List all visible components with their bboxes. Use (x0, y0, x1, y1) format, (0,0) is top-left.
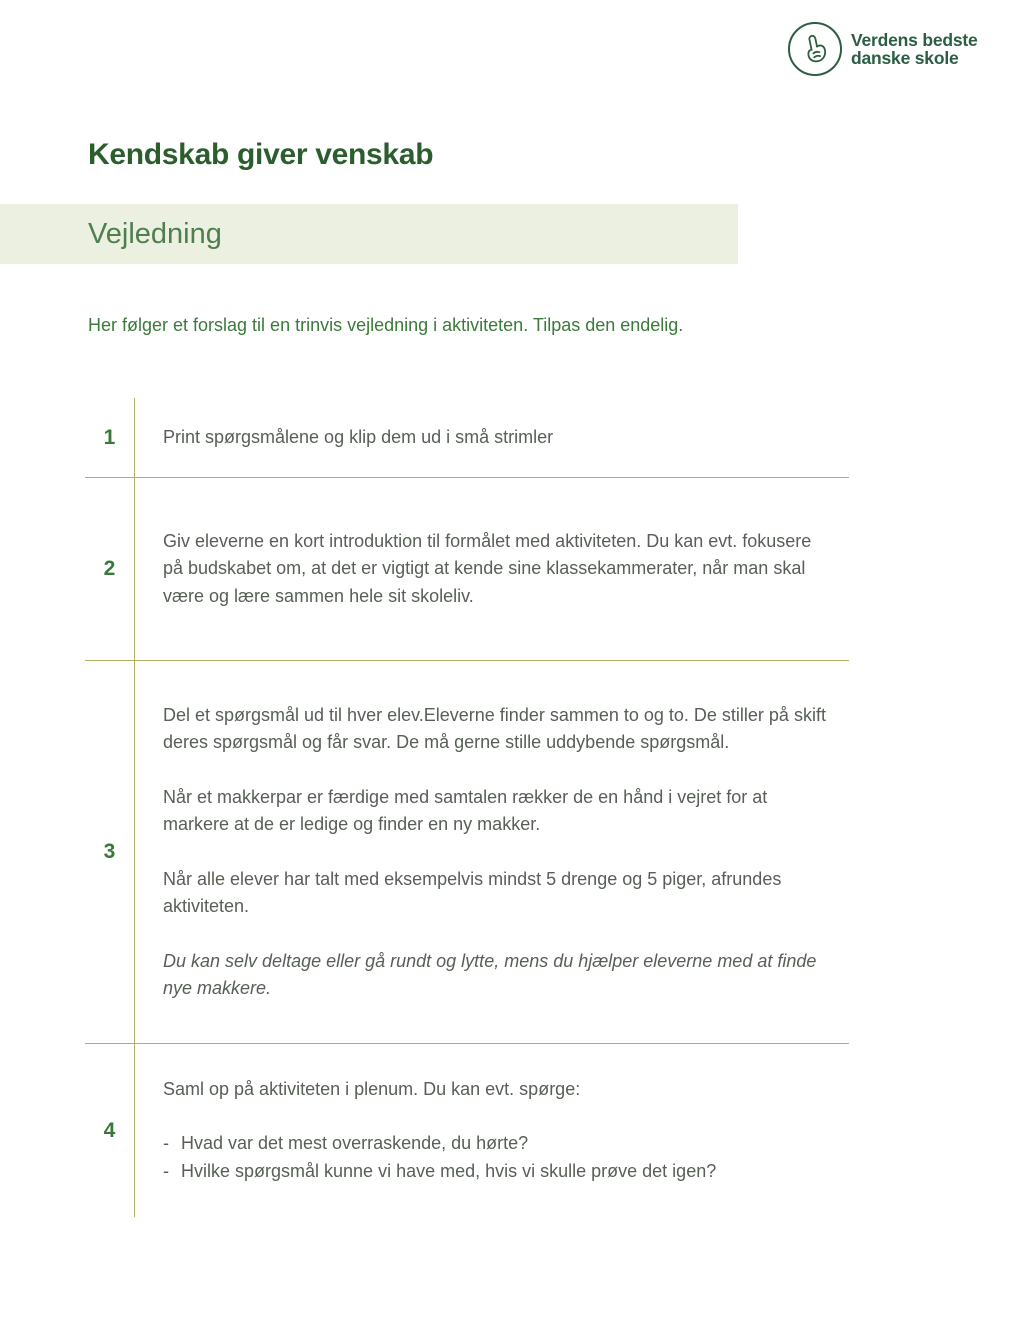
pointing-hand-icon (788, 22, 842, 76)
step-number-4: 4 (103, 1118, 116, 1142)
step-row-3 (85, 661, 849, 1044)
logo-text-line2: danske skole (851, 48, 959, 68)
steps-table (85, 398, 849, 1217)
logo (788, 22, 978, 76)
step-content-2 (134, 478, 849, 660)
bullet-dash: - (163, 1133, 169, 1154)
logo-text-line1: Verdens bedste (851, 30, 978, 50)
logo-text (851, 31, 978, 67)
bullet-text: Hvilke spørgsmål kunne vi have med, hvis vi skulle prøve det igen? (181, 1160, 717, 1181)
section-heading: Vejledning (88, 217, 222, 250)
step-row-1 (85, 398, 849, 478)
step-3-italic-note: Du kan selv deltage eller gå rundt og lytte, mens du hjælper eleverne med at finde nye makkere. (163, 950, 817, 998)
step-content-4 (134, 1044, 849, 1217)
step-number-3: 3 (103, 840, 116, 863)
step-row-4 (85, 1044, 849, 1217)
step-number-1: 1 (103, 425, 116, 449)
step-2-paragraph: Giv eleverne en kort introduktion til formålet med aktiviteten. Du kan evt. fokusere på budskabet om, at det er vigtigt at kende sine klassekammerater, når man skal være og lære sammen hele sit skoleliv. (163, 530, 812, 606)
bullet-dash: - (163, 1160, 169, 1181)
step-number-2: 2 (103, 557, 116, 580)
step-3-paragraph-1: Del et spørgsmål ud til hver elev.Eleverne finder sammen to og to. De stiller på skift deres spørgsmål og får svar. De må gerne stille uddybende spørgsmål. (163, 704, 826, 752)
step-content-1 (134, 398, 849, 477)
bullet-text: Hvad var det mest overraskende, du hørte? (181, 1133, 529, 1154)
step-3-paragraph-2: Når et makkerpar er færdige med samtalen rækker de en hånd i vejret for at markere at de er ledige og finder en ny makker. (163, 786, 768, 834)
step-row-2 (85, 478, 849, 661)
step-4-intro: Saml op på aktiviteten i plenum. Du kan evt. spørge: (163, 1078, 581, 1099)
section-heading-band (0, 204, 738, 264)
bullet-item (163, 1130, 835, 1158)
intro-text: Her følger et forslag til en trinvis vejledning i aktiviteten. Tilpas den endelig. (88, 315, 684, 335)
step-4-bullet-list (163, 1130, 835, 1185)
bullet-item (163, 1158, 835, 1186)
step-1-paragraph: Print spørgsmålene og klip dem ud i små strimler (163, 426, 554, 447)
page-title: Kendskab giver venskab (88, 138, 434, 171)
step-3-paragraph-3: Når alle elever har talt med eksempelvis mindst 5 drenge og 5 piger, afrundes aktiviteten. (163, 868, 782, 916)
step-content-3 (134, 661, 849, 1043)
